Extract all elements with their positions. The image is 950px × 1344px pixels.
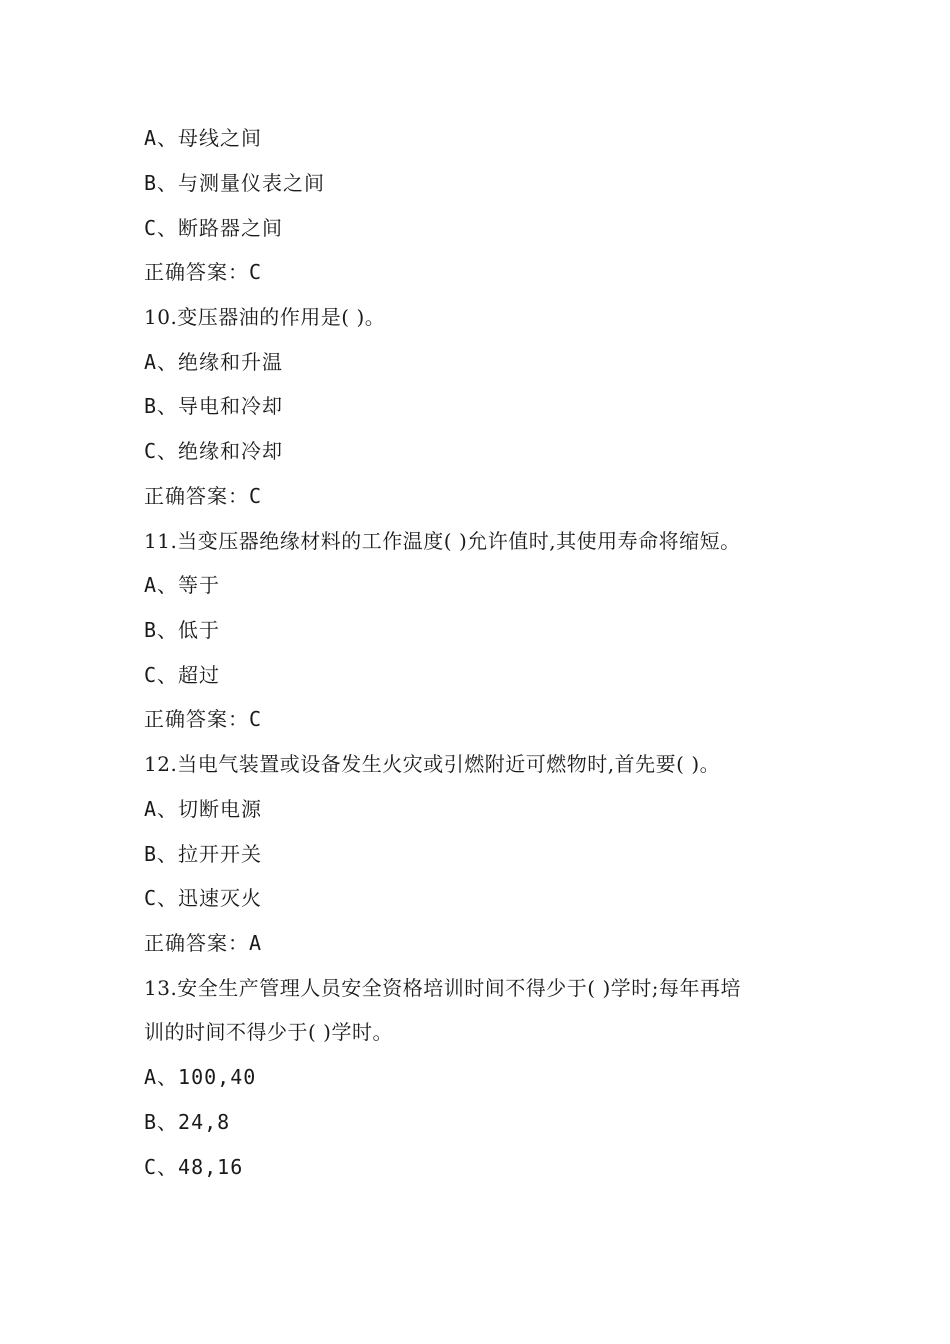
q10-option-a: A、绝缘和升温 (144, 350, 284, 374)
q11-option-c: C、超过 (144, 663, 221, 687)
q9-option-a: A、母线之间 (144, 126, 263, 150)
q13-question-line1: 13.安全生产管理人员安全资格培训时间不得少于( )学时;每年再培 (144, 976, 742, 1000)
q12-option-a: A、切断电源 (144, 797, 263, 821)
q11-option-b: B、低于 (144, 618, 221, 642)
q10-option-c: C、绝缘和冷却 (144, 439, 284, 463)
q13-option-a: A、100,40 (144, 1065, 257, 1089)
q11-question: 11.当变压器绝缘材料的工作温度( )允许值时,其使用寿命将缩短。 (144, 529, 741, 553)
q10-option-b: B、导电和冷却 (144, 394, 284, 418)
q10-question: 10.变压器油的作用是( )。 (144, 305, 386, 329)
q12-option-b: B、拉开开关 (144, 842, 263, 866)
q13-question-line2: 训的时间不得少于( )学时。 (144, 1020, 393, 1044)
q9-option-b: B、与测量仪表之间 (144, 171, 326, 195)
q11-answer: 正确答案：C (144, 707, 263, 731)
q10-answer: 正确答案：C (144, 484, 263, 508)
q12-option-c: C、迅速灭火 (144, 886, 263, 910)
q9-option-c: C、断路器之间 (144, 216, 284, 240)
q11-option-a: A、等于 (144, 573, 221, 597)
q12-question: 12.当电气装置或设备发生火灾或引燃附近可燃物时,首先要( )。 (144, 752, 721, 776)
q13-option-c: C、48,16 (144, 1155, 244, 1179)
q13-option-b: B、24,8 (144, 1110, 231, 1134)
q9-answer: 正确答案：C (144, 260, 263, 284)
q12-answer: 正确答案：A (144, 931, 263, 955)
